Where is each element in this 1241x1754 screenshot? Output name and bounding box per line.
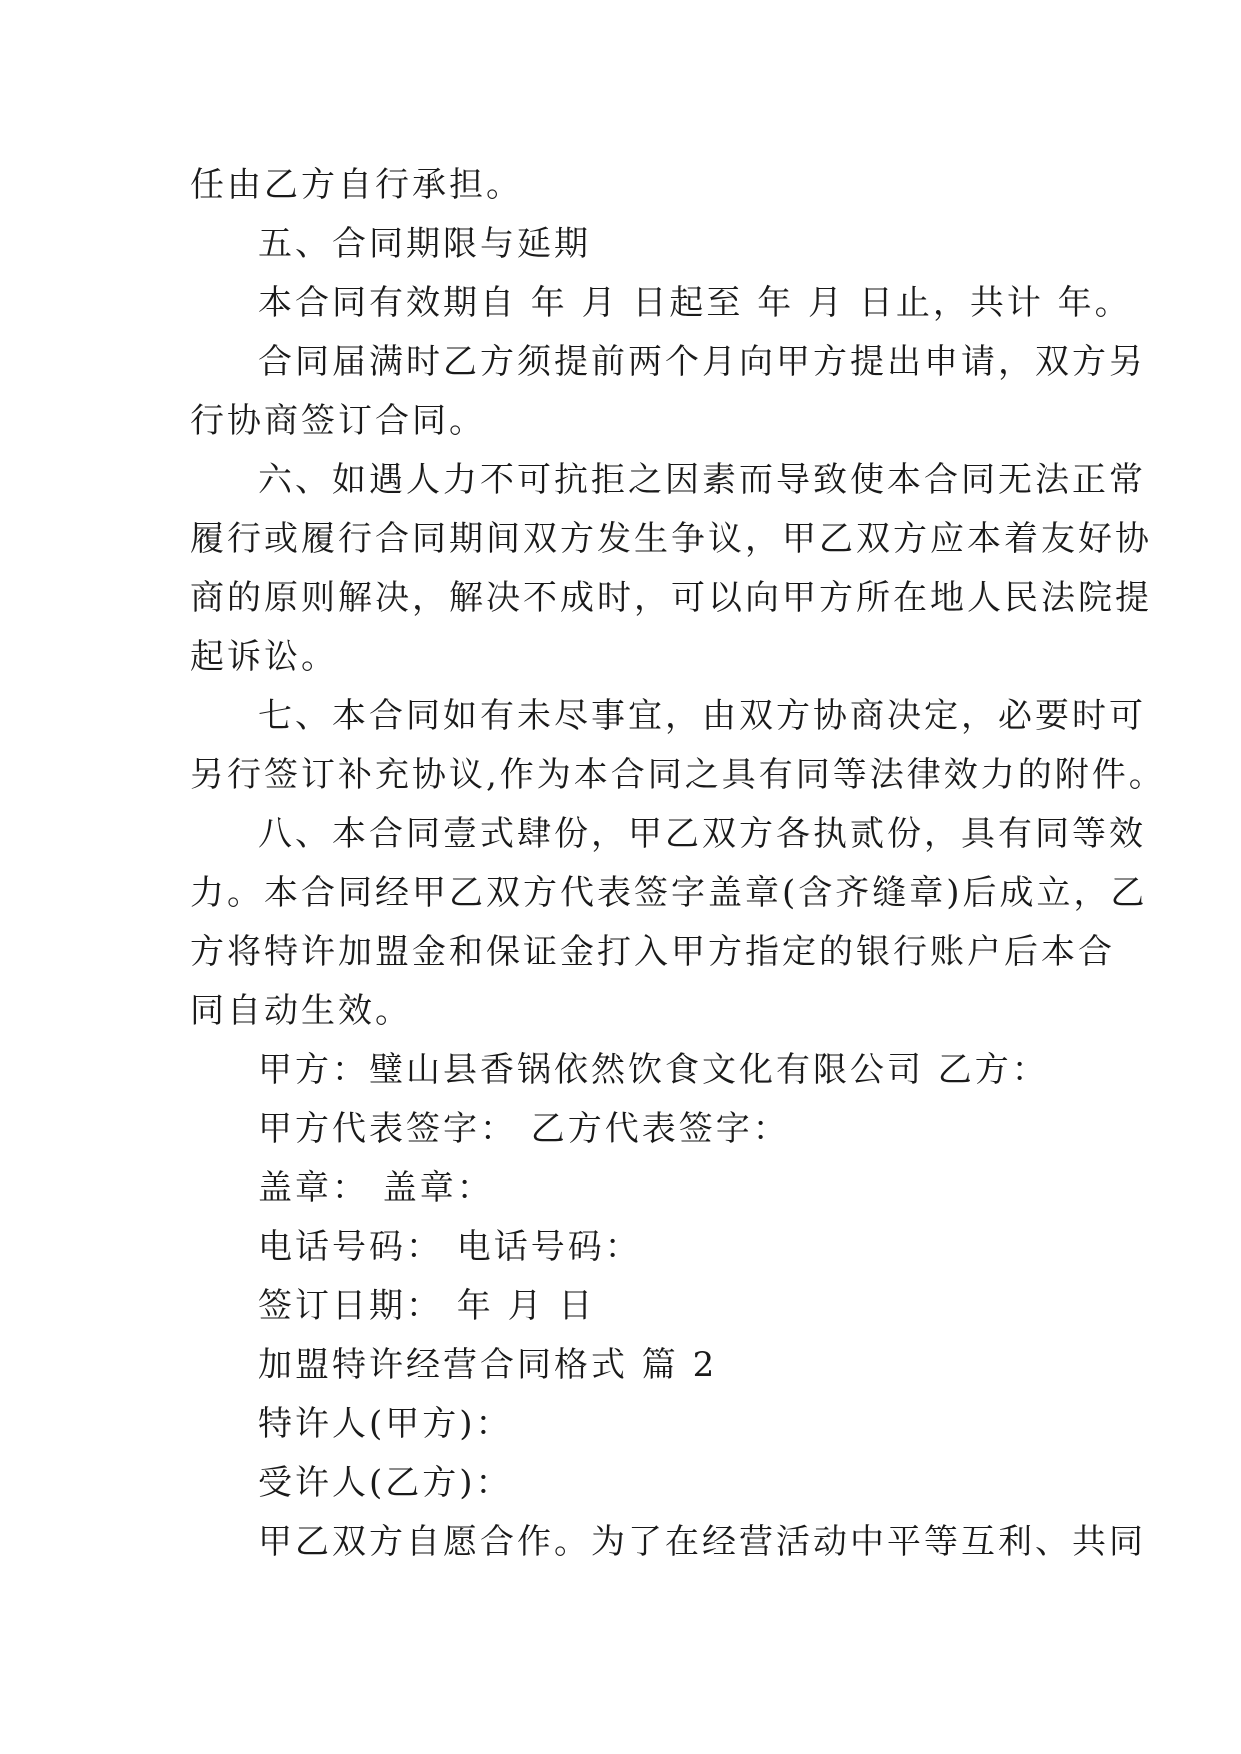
franchisor-line: 特许人(甲方)：	[258, 1404, 513, 1444]
paragraph-line: 行协商签订合同。	[190, 401, 486, 441]
paragraph-line: 合同届满时乙方须提前两个月向甲方提出申请，双方另	[258, 342, 1146, 382]
paragraph-line: 八、本合同壹式肆份，甲乙双方各执贰份，具有同等效	[258, 814, 1146, 854]
party-a-line: 甲方：璧山县香锅依然饮食文化有限公司 乙方：	[258, 1050, 1049, 1090]
sign-date-line: 签订日期： 年 月 日	[258, 1286, 596, 1326]
contract-title: 加盟特许经营合同格式 篇 2	[258, 1345, 718, 1385]
paragraph-line: 七、本合同如有未尽事宜，由双方协商决定，必要时可	[258, 696, 1146, 736]
paragraph-line: 履行或履行合同期间双方发生争议，甲乙双方应本着友好协	[190, 519, 1152, 559]
paragraph-line: 方将特许加盟金和保证金打入甲方指定的银行账户后本合	[190, 932, 1115, 972]
paragraph-line: 甲乙双方自愿合作。为了在经营活动中平等互利、共同	[258, 1522, 1146, 1562]
paragraph-line: 任由乙方自行承担。	[190, 165, 523, 205]
paragraph-line: 本合同有效期自 年 月 日起至 年 月 日止，共计 年。	[258, 283, 1132, 323]
seal-line: 盖章： 盖章：	[258, 1168, 494, 1208]
signature-line: 甲方代表签字： 乙方代表签字：	[258, 1109, 790, 1149]
phone-line: 电话号码： 电话号码：	[258, 1227, 642, 1267]
section-heading: 五、合同期限与延期	[258, 224, 591, 264]
paragraph-line: 商的原则解决，解决不成时，可以向甲方所在地人民法院提	[190, 578, 1152, 618]
franchisee-line: 受许人(乙方)：	[258, 1463, 513, 1503]
paragraph-line: 六、如遇人力不可抗拒之因素而导致使本合同无法正常	[258, 460, 1146, 500]
paragraph-line: 起诉讼。	[190, 637, 338, 677]
paragraph-line: 同自动生效。	[190, 991, 412, 1031]
paragraph-line: 力。本合同经甲乙双方代表签字盖章(含齐缝章)后成立，乙	[190, 873, 1148, 913]
paragraph-line: 另行签订补充协议,作为本合同之具有同等法律效力的附件。	[190, 755, 1166, 795]
